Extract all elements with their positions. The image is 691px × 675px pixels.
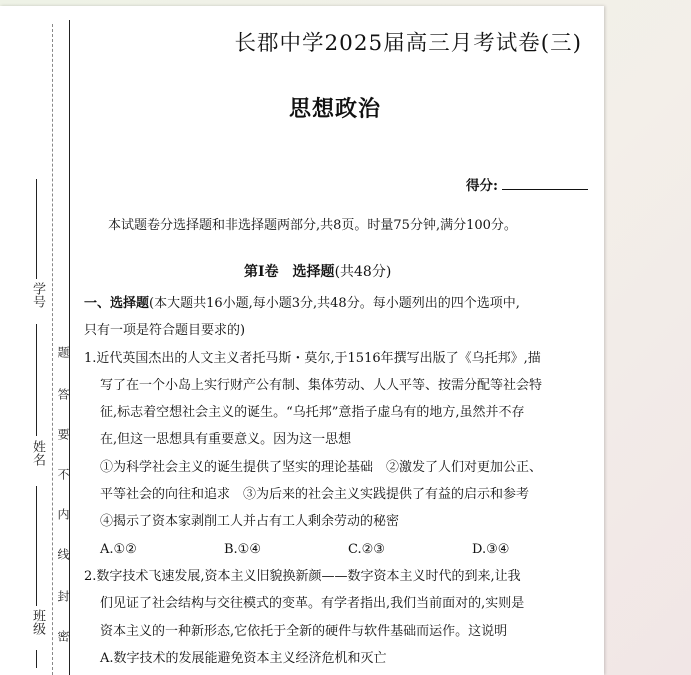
seal-char: 不 [56,468,70,480]
question-stem: 2.数字技术飞速发展,资本主义旧貌换新颜——数字资本主义时代的到来,让我 [84,568,521,584]
option-b[interactable]: B.①④ [224,541,261,557]
question-stem: 资本主义的一种新形态,它依托于全新的硬件与软件基础而运作。这说明 [100,623,508,639]
section-title-score: (共48分) [334,264,392,280]
question-1 [84,345,592,563]
option-c[interactable]: C.②③ [348,541,385,557]
seal-char: 内 [56,508,70,520]
section-title [244,261,391,281]
question-stem: 们见证了社会结构与交往模式的变革。有学者指出,我们当前面对的,实则是 [100,596,525,612]
exam-page [0,6,604,675]
subject-title: 思想政治 [288,97,381,122]
score-blank[interactable] [502,189,588,190]
question-2 [84,563,592,672]
part-heading-line [84,290,592,317]
part-description: (本大题共16小题,每小题3分,共48分。每小题列出的四个选项中, [149,296,520,311]
question-stem: 写了在一个小岛上实行财产公有制、集体劳动、人人平等、按需分配等社会特 [100,377,543,393]
score-label: 得分: [466,178,498,194]
name-blank [36,324,37,436]
question-statement: ①为科学社会主义的诞生提供了坚实的理论基础 ②激发了人们对更加公正、 [100,459,543,475]
question-options [84,536,592,563]
student-id-label: 学号 [30,282,45,308]
option-d[interactable]: D.③④ [472,541,510,557]
class-blank-end [36,650,37,668]
seal-char: 答 [56,388,70,400]
seal-char: 题 [56,346,70,358]
questions-body [84,290,592,672]
part-description-line: 只有一项是符合题目要求的) [84,323,246,339]
class-label: 班级 [30,609,45,635]
question-stem: 1.近代英国杰出的人文主义者托马斯・莫尔,于1516年撰写出版了《乌托邦》,描 [84,350,541,366]
part-heading: 一、选择题 [84,296,150,311]
class-blank [36,486,37,606]
question-statement: 平等社会的向往和追求 ③为后来的社会主义实践提供了有益的启示和参考 [100,487,530,503]
exam-instructions: 本试题卷分选择题和非选择题两部分,共8页。时量75分钟,满分100分。 [108,218,517,233]
option-a[interactable]: A.①② [100,541,137,557]
seal-char: 要 [56,428,70,440]
seal-char: 密 [56,630,70,642]
question-stem: 征,标志着空想社会主义的诞生。“乌托邦”意指子虚乌有的地方,虽然并不存 [100,405,525,421]
seal-char: 封 [56,590,70,602]
question-statement: ④揭示了资本家剥削工人并占有工人剩余劳动的秘密 [100,514,400,530]
seal-char: 线 [56,548,70,560]
option-a[interactable]: A.数字技术的发展能避免资本主义经济危机和灭亡 [100,650,387,666]
student-id-blank [36,179,37,279]
question-stem: 在,但这一思想具有重要意义。因为这一思想 [100,432,352,448]
name-label: 姓名 [30,440,45,466]
exam-title: 长郡中学2025届高三月考试卷(三) [234,31,582,56]
section-title-main: 第Ⅰ卷 选择题 [244,264,335,280]
